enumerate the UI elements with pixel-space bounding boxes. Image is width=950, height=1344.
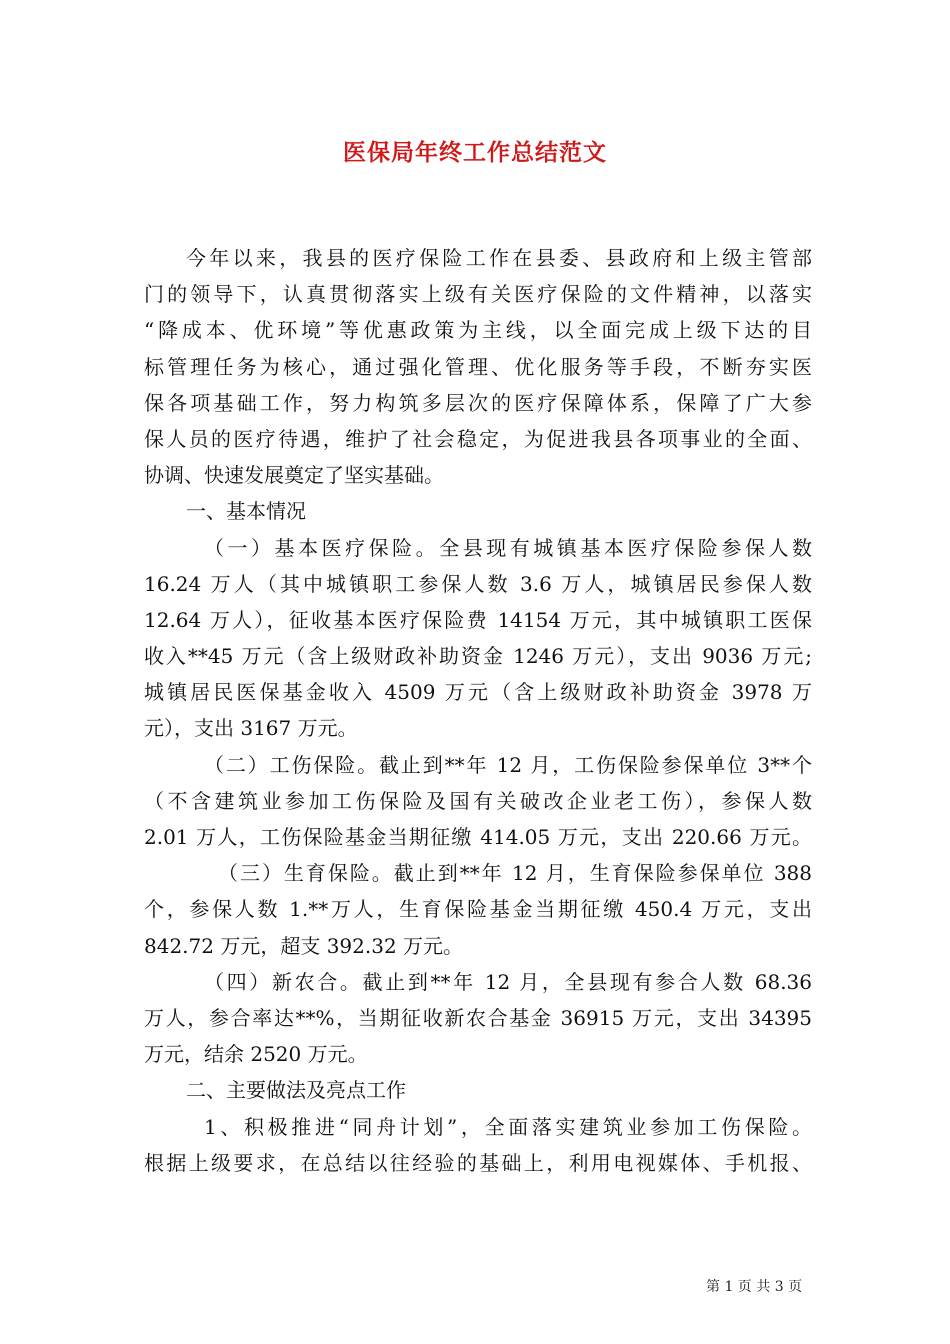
document-title: 医保局年终工作总结范文 (343, 139, 607, 166)
paragraph-line: 根据上级要求，在总结以往经验的基础上，利用电视媒体、手机报、 (144, 1150, 812, 1175)
paragraph-line: 842.72 万元，超支 392.32 万元。 (144, 933, 464, 958)
paragraph-line: 门的领导下，认真贯彻落实上级有关医疗保险的文件精神，以落实 (144, 282, 812, 307)
section-heading: 一、基本情况 (186, 499, 306, 524)
paragraph-line: （三）生育保险。截止到**年 12 月，生育保险参保单位 388 (218, 861, 812, 886)
paragraph-line: 16.24 万人（其中城镇职工参保人数 3.6 万人，城镇居民参保人数 (144, 571, 812, 596)
paragraph-line: （不含建筑业参加工伤保险及国有关破改企业老工伤），参保人数 (144, 788, 812, 813)
paragraph-line: 保各项基础工作，努力构筑多层次的医疗保障体系，保障了广大参 (144, 390, 812, 415)
paragraph-line: （二）工伤保险。截止到**年 12 月，工伤保险参保单位 3**个 (204, 752, 812, 777)
paragraph-line: 协调、快速发展奠定了坚实基础。 (144, 463, 444, 488)
paragraph-line: 1、积极推进“同舟计划”，全面落实建筑业参加工伤保险。 (204, 1114, 812, 1139)
paragraph-line: （一）基本医疗保险。全县现有城镇基本医疗保险参保人数 (204, 535, 812, 560)
paragraph-line: 万元，结余 2520 万元。 (144, 1042, 368, 1067)
document-body (144, 240, 812, 1181)
paragraph-line: 12.64 万人），征收基本医疗保险费 14154 万元，其中城镇职工医保 (144, 607, 812, 632)
paragraph-line: 今年以来，我县的医疗保险工作在县委、县政府和上级主管部 (186, 246, 812, 270)
page-number: 第 1 页 共 3 页 (706, 1279, 803, 1295)
paragraph-line: 收入**45 万元（含上级财政补助资金 1246 万元），支出 9036 万元; (144, 644, 812, 669)
paragraph-line: “降成本、优环境”等优惠政策为主线，以全面完成上级下达的目 (144, 318, 812, 343)
paragraph-line: （四）新农合。截止到**年 12 月，全县现有参合人数 68.36 (204, 969, 812, 994)
paragraph-line: 万人，参合率达**%，当期征收新农合基金 36915 万元，支出 34395 (144, 1005, 812, 1030)
paragraph-line: 2.01 万人，工伤保险基金当期征缴 414.05 万元，支出 220.66 万元。 (144, 825, 812, 849)
paragraph-line: 个，参保人数 1.**万人，生育保险基金当期征缴 450.4 万元，支出 (144, 897, 812, 922)
paragraph-line: 元），支出 3167 万元。 (144, 716, 358, 741)
paragraph-line: 标管理任务为核心，通过强化管理、优化服务等手段，不断夯实医 (144, 354, 812, 379)
section-heading: 二、主要做法及亮点工作 (186, 1078, 406, 1103)
paragraph-line: 保人员的医疗待遇，维护了社会稳定，为促进我县各项事业的全面、 (144, 426, 812, 451)
paragraph-line: 城镇居民医保基金收入 4509 万元（含上级财政补助资金 3978 万 (144, 680, 812, 705)
